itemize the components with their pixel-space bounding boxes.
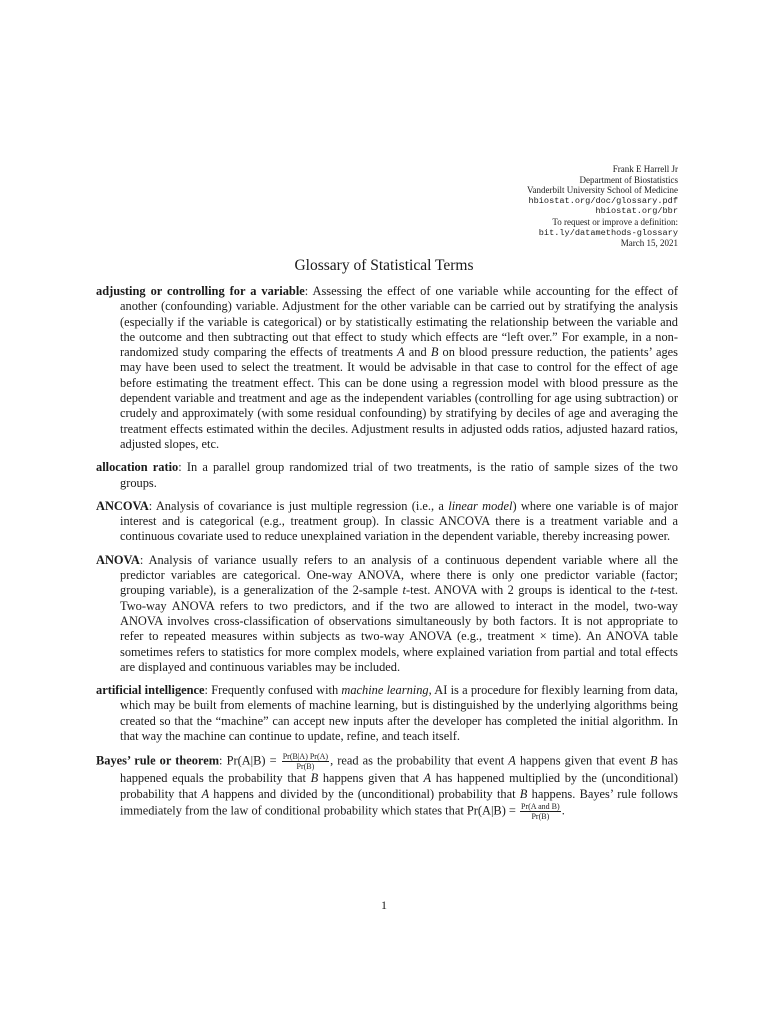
entry-ancova bbox=[96, 499, 678, 545]
entry-term: artificial intelligence bbox=[96, 683, 205, 698]
formula-lhs: Pr(A|B) = bbox=[466, 803, 520, 818]
entry-text: : Frequently confused with bbox=[204, 683, 342, 698]
entry-text: has happened multiplied by the (unconditional) probability that bbox=[120, 771, 678, 801]
entry-term: ANOVA bbox=[96, 552, 140, 567]
entry-text: , AI is a procedure for flexibly learning from data, which may be built from elements of machine learning, but is distinguished by the underlying algorithms being created so that the “machine” can accept new inputs after the developer has completed the initial algorithm. In that way the machine can continue to update, refine, and teach itself. bbox=[120, 683, 678, 744]
math-var: B bbox=[430, 345, 439, 360]
formula-fraction bbox=[520, 802, 561, 821]
entry-text: -test. Two-way ANOVA refers to two predictors, and if the two are allowed to interact in the model, two-way ANOVA involves cross-classification of observations simultaneously by both factors. It is not appropriate to refer to repeated measures within subjects as two-way ANOVA (e.g., treatment × time). An ANOVA table sometimes refers to statistics for more complex models, where explained variation from partial and total effects are displayed and continuous variables may be included. bbox=[120, 583, 678, 674]
math-var: A bbox=[423, 771, 432, 786]
author-header bbox=[318, 164, 678, 249]
entry-text: : bbox=[219, 753, 227, 768]
author-name: Frank E Harrell Jr bbox=[612, 164, 678, 174]
entry-adjusting bbox=[96, 284, 678, 452]
formula-fraction bbox=[282, 752, 329, 771]
entry-text: and bbox=[404, 345, 431, 360]
fraction-denominator: Pr(B) bbox=[531, 811, 550, 821]
entry-text: happens given that bbox=[318, 771, 424, 786]
page-number: 1 bbox=[381, 898, 387, 912]
fraction-denominator: Pr(B) bbox=[296, 762, 315, 772]
fraction-numerator: Pr(A and B) bbox=[521, 801, 560, 811]
entry-text: . bbox=[561, 803, 565, 818]
entry-text: : Analysis of variance usually refers to an analysis of a continuous dependent variable where all the predictor variables are categorical. One-way ANOVA, where there is only one predictor variable (factor; grouping variable), is a generalization of the 2-sample bbox=[120, 552, 678, 598]
entry-term: Bayes’ rule or theorem bbox=[96, 753, 220, 768]
entry-anova bbox=[96, 553, 678, 675]
link-bbr[interactable]: hbiostat.org/bbr bbox=[595, 206, 678, 217]
entry-term: allocation ratio bbox=[96, 460, 179, 475]
entry-text: -test. ANOVA with 2 groups is identical to the bbox=[405, 583, 651, 598]
entry-bayes-rule bbox=[96, 752, 678, 821]
department: Department of Biostatistics bbox=[579, 174, 678, 185]
entry-allocation-ratio bbox=[96, 460, 678, 491]
page-title: Glossary of Statistical Terms bbox=[294, 257, 474, 274]
link-glossary-pdf[interactable]: hbiostat.org/doc/glossary.pdf bbox=[528, 195, 678, 206]
entry-text: has happened equals the probability that bbox=[120, 753, 679, 786]
entry-text: on blood pressure reduction, the patients’ ages may have been used to select the treatment. It would be advisable in that case to control for the effect of age before estimating the treatment effect. This can be done using a regression model with blood pressure as the dependent variable and treatment and age as the independent variables (controlling for age using subtraction) or crudely and approximately (with some residual confounding) by stratifying by deciles of age and averaging the treatment effects estimated within the deciles. Adjustment results in adjusted odds ratios, adjusted hazard ratios, adjusted slopes, etc. bbox=[120, 345, 678, 451]
math-var: B bbox=[519, 786, 528, 801]
entry-text: happens and divided by the (unconditional) probability that bbox=[209, 786, 520, 801]
glossary-body bbox=[96, 284, 678, 829]
entry-text: happens. Bayes’ rule follows immediately from the law of conditional probability which states that bbox=[120, 786, 678, 818]
math-var: B bbox=[649, 753, 658, 768]
entry-artificial-intelligence bbox=[96, 683, 678, 744]
entry-text: : In a parallel group randomized trial of two treatments, is the ratio of sample sizes of the two groups. bbox=[120, 460, 678, 490]
fraction-numerator: Pr(B|A) Pr(A) bbox=[282, 752, 329, 762]
math-var: t bbox=[650, 583, 654, 598]
emphasis-text: machine learning bbox=[341, 683, 429, 698]
link-datamethods[interactable]: bit.ly/datamethods-glossary bbox=[538, 227, 678, 238]
entry-text: ) where one variable is of major interest and is categorical (e.g., treatment group). In classic ANCOVA there is a treatment variable and a continuous covariate used to reduce unexplained variation in the dependent variable, thereby increasing power. bbox=[120, 498, 678, 544]
formula-lhs: Pr(A|B) = bbox=[226, 753, 281, 768]
entry-text: : Assessing the effect of one variable while accounting for the effect of another (confounding) variable. Adjustment for the other variable can be carried out by stratifying the analysis (especially if the variable is categorical) or by statistically estimating the relationship between the variable and the outcome and then subtracting out that effect to study which effects are “left over.” For example, in a non-randomized study comparing the effects of treatments bbox=[120, 284, 679, 360]
request-text: To request or improve a definition: bbox=[552, 216, 678, 227]
entry-text: happens given that event bbox=[515, 753, 650, 768]
math-var: t bbox=[402, 583, 406, 598]
entry-term: ANCOVA bbox=[96, 498, 149, 513]
entry-text: : Analysis of covariance is just multiple regression (i.e., a bbox=[148, 498, 449, 513]
math-var: A bbox=[201, 786, 210, 801]
math-var: B bbox=[310, 771, 319, 786]
math-var: A bbox=[508, 753, 516, 768]
math-var: A bbox=[397, 345, 405, 360]
document-date: March 15, 2021 bbox=[620, 238, 678, 249]
entry-text: , read as the probability that event bbox=[330, 753, 509, 768]
institution: Vanderbilt University School of Medicine bbox=[527, 185, 678, 196]
emphasis-text: linear model bbox=[448, 498, 513, 513]
entry-term: adjusting or controlling for a variable bbox=[96, 284, 305, 298]
